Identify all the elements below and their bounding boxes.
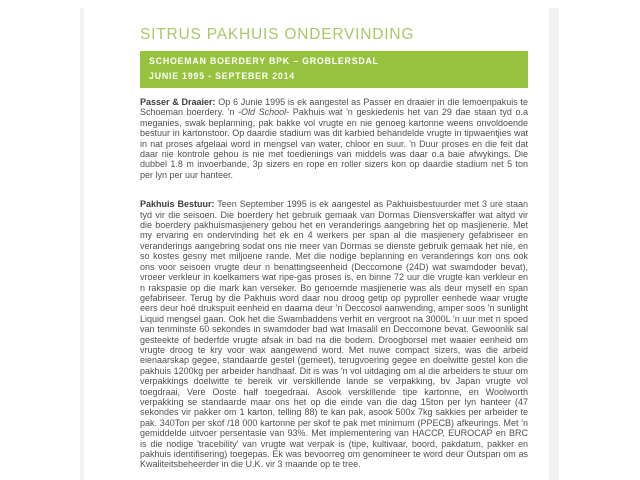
paragraph-lead-pakhuis-bestuur: Pakhuis Bestuur:	[140, 199, 215, 210]
paragraph-pakhuis-bestuur	[140, 199, 528, 470]
paragraph-text: Op 6 Junie 1995 is ek aangestel as Passer en draaier in die lemoenpakuis te Schoeman boerdery. 'n	[140, 97, 528, 118]
document-page	[140, 0, 528, 470]
banner-date-line: JUNIE 1995 - SEPTEBER 2014	[149, 71, 295, 81]
page-title: SITRUS PAKHUIS ONDERVINDING	[140, 26, 415, 43]
page-edge-left	[80, 8, 84, 480]
paragraph-text: Teen September 1995 is ek aangestel as Pakhuisbestuurder met 3 ure staan tyd vir die seisoen. Die boerdery het gebruik gemaak van Dormas Diensverskaffer wat altyd vir die boerdery pakhuismasjienery gebou het en veranderings aangebring het op masjienerie. Met my ervaring en ondervinding het ek en 4 werkers per span al die masjienery gefabriseer en veranderings aangebring sodat ons nie meer van Dormas se dienste gebruik gemaak het nie, en so kostes gesny met miljoene rande. Met die nodige beplanning en veranderings kon ons ook ons voor seisoen vrugte deur n benattingseenheid (Deccomone (24D) wat swamdoder bevat), vroeer verkleur in koelkamers wat ripe-gas proses is, en binne 72 uur die vrugte kan verkleur en n rakspasie op die mark kan verseker. Bo genoemde masjienerie was als deur myself en span gefabriseer. Terug by die Pakhuis word daar nou droog getip op pyproller eenhede waar vrugte eers deur hoë drukspuit eenheid en daarna deur 'n Deccosol aanwending, amper soos 'n sunlight Liquid mengsel gaan. Ook het die Swambaddens verhit en vergroot na 3000L 'n uur met n spoed van tenminste 60 sekondes in swamdoder bad wat Imasalil en Deccomone bevat. Gewoonlik sal gesteekte of bederfde vrugte afsak in bad na die bodem. Droogborsel met waaier eenheid om vrugte droog te kry voor wax aangewend word. Met nuwe compact sizers, was die arbeid eienaarskap gegee, standaarde gestel (gemeet), terugvoering gegee en doelwitte gestel kon die pakhuis 1200kg per arbeider handhaaf. Dit is was 'n vol uitdaging om al die arbeiders te stuur om verpakkings doelwitte te bereik vir verskillende lande se verpakking, bv Japan vrugte vol toegdraai, Vere Ooste half toegedraai. Asook verskillende tipe kartonne, en Woolworth verpakking se standaarde maar ons het op die einde van die dag 15ton per lyn hanteer (47 sekondes vir pakker om 1 karton, telling 88) te kan pak, asook 500x 7kg sakkies per arbeider te pak. 340Ton per skof /18 000 kartonne per skof te pak met minimum (PPECB) afkeurings. Met 'n gemiddelde uitvoer persentasie van 93%. Met implementering van HACCP, EUROCAP en BRC is die nodige 'tracebility' van vrugte wat verpak is (tipe, kultivaar, boord, pakdatum, pakker en pakhuis identifisering) toegepas. Ek was bevoorreg om genomineer te word deur Outspan om as Kwaliteitsbeheerder in die U.K. vir 3 maande op te tree.	[140, 199, 528, 470]
header-banner	[140, 51, 528, 88]
paragraph-lead-passer-draaier: Passer & Draaier:	[140, 97, 216, 107]
banner-company-line: SCHOEMAN BOERDERY BPK – GROBLERSDAL	[149, 56, 379, 66]
page-edge-right	[549, 8, 559, 480]
paragraph-passer-draaier	[140, 97, 528, 180]
paragraph-italic-phrase: -Old School-	[238, 107, 290, 118]
paragraph-text: Pakhuis wat 'n geskiedenis het van 29 dae staan tyd o.a meganies, swak beplanning, pak bakke vol vrugte en nie genoeg kartonne weens onvoldoende bestuur in kartonstoor. Op daardie stadium was dit karbied behandelde vrugte in tipwaentjies wat in nat proses afgelaai word in mengsel van water, chloor en suur. 'n Duur proses en die feit dat daar nie kontrole gehou is nie met toedienings van middels was daar o.a baie afwykings. Die dubbel 1.8 m invoerbande, 3p sizers en rope en roller sizers kon op daardie stadium net 5 ton per lyn per uur hanteer.	[140, 107, 528, 180]
